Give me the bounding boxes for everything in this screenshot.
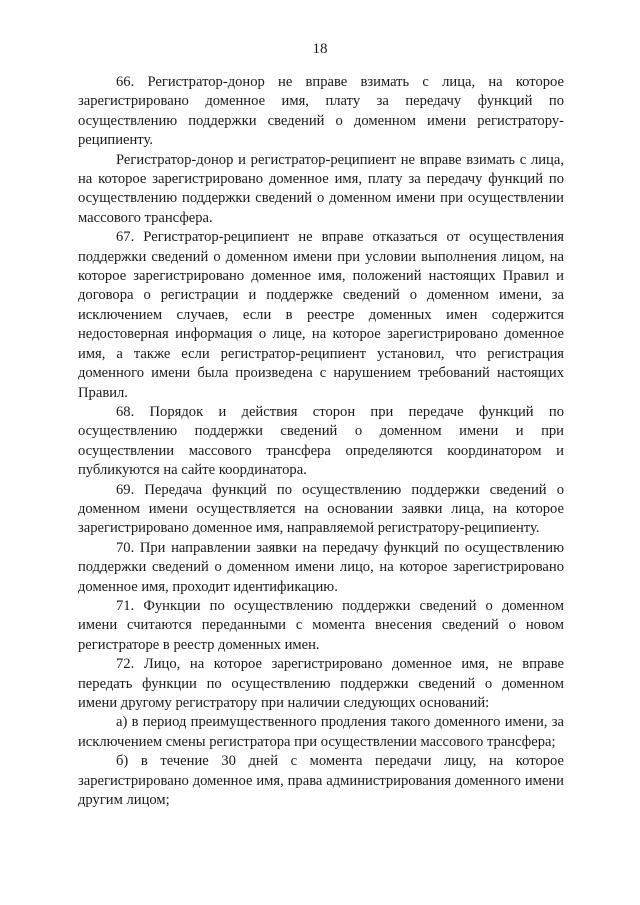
paragraph-70: 70. При направлении заявки на передачу функций по осуществлению поддержки сведений о доменном имени лицо, на которое зарегистрировано доменное имя, проходит идентификацию. <box>78 539 564 595</box>
paragraph-72-item-a: а) в период преимущественного продления такого доменного имени, за исключением смены регистратора при осуществлении массового трансфера; <box>78 714 564 750</box>
paragraph-69: 69. Передача функций по осуществлению поддержки сведений о доменном имени осуществляется на основании заявки лица, на которое зарегистрировано доменное имя, направляемой регистратору-реципиенту. <box>78 481 564 537</box>
paragraph-71: 71. Функции по осуществлению поддержки сведений о доменном имени считаются переданными с момента внесения сведений о новом регистраторе в реестр доменных имен. <box>78 597 564 653</box>
paragraph-66: 66. Регистратор-донор не вправе взимать с лица, на которое зарегистрировано доменное имя, плату за передачу функций по осуществлению поддержки сведений о доменном имени регистратору-реципиенту. <box>78 74 564 149</box>
paragraph-72-item-b: б) в течение 30 дней с момента передачи лицу, на которое зарегистрировано доменное имя, права администрирования доменного имени другим лицом; <box>78 753 564 809</box>
paragraph-67: 67. Регистратор-реципиент не вправе отказаться от осуществления поддержки сведений о доменном имени при условии выполнения лицом, на которое зарегистрировано доменное имя, положений настоящих Правил и договора о регистрации и поддержке сведений о доменном имени, за исключением случаев, если в реестре доменных имен содержится недостоверная информация о лице, на которое зарегистрировано доменное имя, а также если регистратор-реципиент установил, что регистрация доменного имени была произведена с нарушением требований настоящих Правил. <box>78 229 564 401</box>
paragraph-66-cont: Регистратор-донор и регистратор-реципиент не вправе взимать с лица, на которое зарегистрировано доменное имя, плату за передачу функций по осуществлению поддержки сведений о доменном имени при осуществлении массового трансфера. <box>78 151 564 226</box>
paragraph-72: 72. Лицо, на которое зарегистрировано доменное имя, не вправе передать функции по осуществлению поддержки сведений о доменном имени другому регистратору при наличии следующих оснований: <box>78 656 564 711</box>
paragraph-68: 68. Порядок и действия сторон при передаче функций по осуществлению поддержки сведений о доменном имени и при осуществлении массового трансфера определяются координатором и публикуются на сайте координатора. <box>78 403 564 479</box>
document-body <box>78 73 564 810</box>
page-number: 18 <box>312 41 328 57</box>
